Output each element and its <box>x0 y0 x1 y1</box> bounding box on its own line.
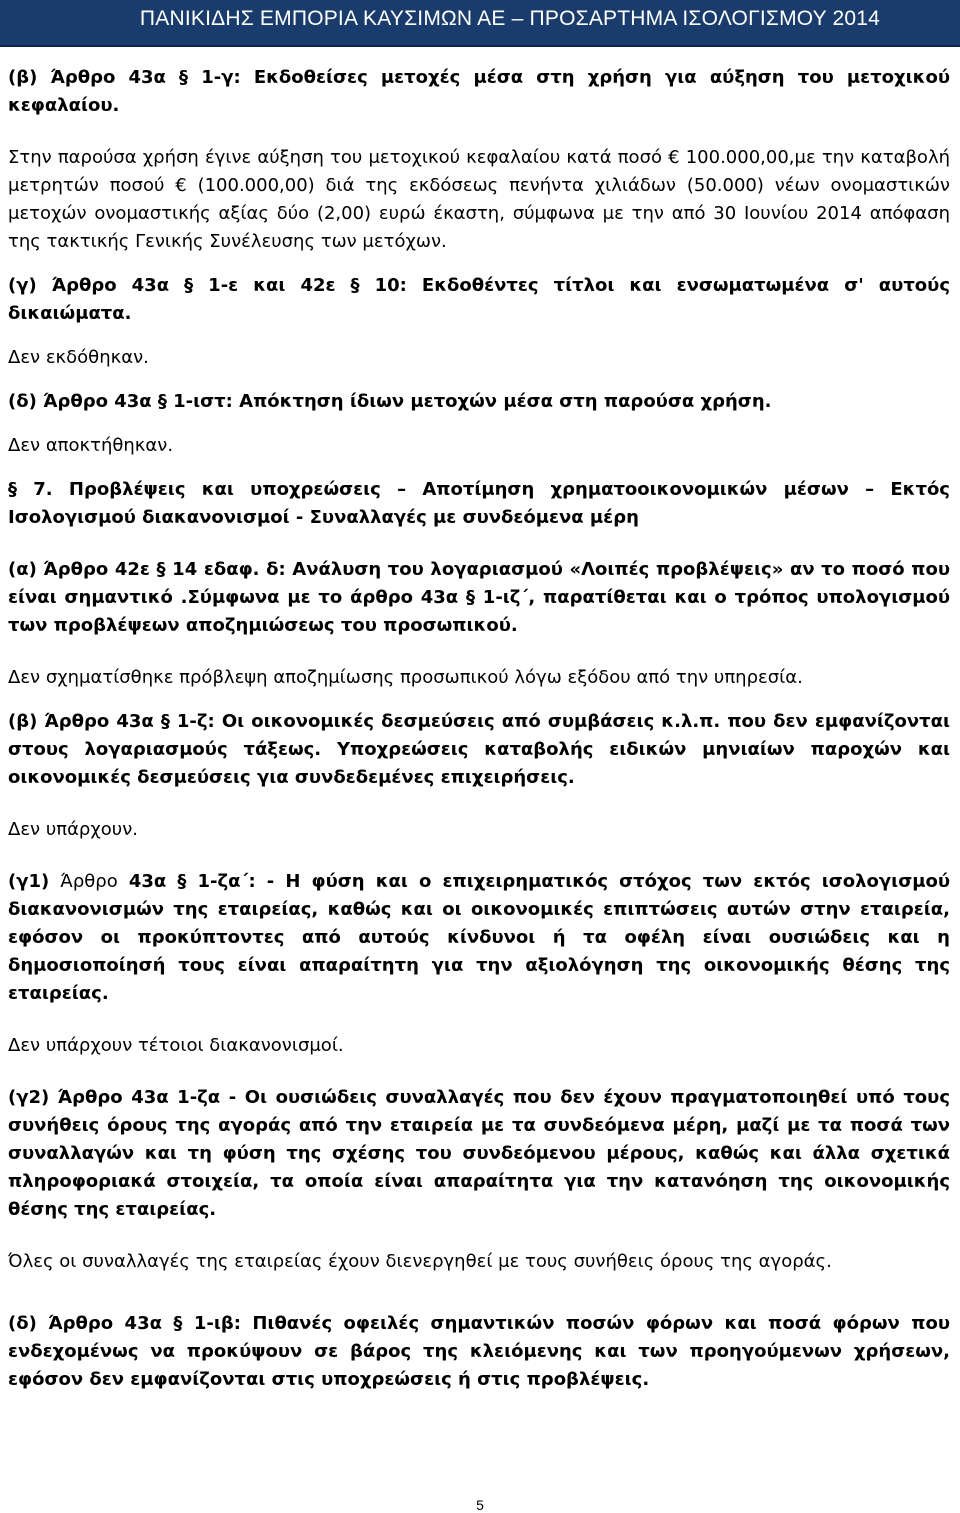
heading-tax-liabilities: (δ) Άρθρο 43α § 1-ιβ: Πιθανές οφειλές σημαντικών ποσών φόρων και ποσά φόρων που ενδεχομένως να προκύψουν σε βάρος της κλειόμενης και των προηγούμενων χρήσεων, εφόσον δεν εμφανίζονται στις υποχρεώσεις ή στις προβλέψεις. <box>8 1313 950 1390</box>
document-body <box>8 64 950 1394</box>
off-balance-title: 43α § 1-ζα΄: - Η φύση και ο επιχειρηματικός στόχος των εκτός ισολογισμού διακανονισμών της εταιρείας, καθώς και οι οικονομικές επιπτώσεις αυτών στην εταιρεία, εφόσον οι προκύπτοντες από αυτούς κίνδυνοι ή τα οφέλη είναι ουσιώδεις και η δημοσιοποίησή τους είναι απαραίτητη για την αξιολόγηση της οικονομικής θέσης της εταιρείας. <box>8 871 950 1004</box>
text-shares-issued: Στην παρούσα χρήση έγινε αύξηση του μετοχικού κεφαλαίου κατά ποσό € 100.000,00,με την καταβολή μετρητών ποσού € (100.000,00) διά της εκδόσεως πενήντα χιλιάδων (50.000) νέων ονομαστικών μετοχών ονομαστικής αξίας δύο (2,00) ευρώ έκαστη, σύμφωνα με την από 30 Ιουνίου 2014 απόφαση της τακτικής Γενικής Συνέλευσης των μετόχων. <box>8 147 950 252</box>
section-7-number: § 7. <box>8 479 53 500</box>
section-7-title: Προβλέψεις και υποχρεώσεις – Αποτίμηση χρηματοοικονομικών μέσων – Εκτός Ισολογισμού διακανονισμοί - Συναλλαγές με συνδεόμενα μέρη <box>8 479 950 528</box>
text-off-balance: Δεν υπάρχουν τέτοιοι διακανονισμοί. <box>8 1035 344 1056</box>
off-balance-label: (γ1) <box>8 871 50 892</box>
off-balance-article: Άρθρο <box>60 871 118 892</box>
heading-off-balance <box>8 868 950 1008</box>
text-related-transactions: Όλες οι συναλλαγές της εταιρείας έχουν διενεργηθεί με τους συνήθεις όρους της αγοράς. <box>8 1251 832 1272</box>
heading-issued-titles: (γ) Άρθρο 43α § 1-ε και 42ε § 10: Εκδοθέντες τίτλοι και ενσωματωμένα σ' αυτούς δικαιώματα. <box>8 275 950 324</box>
section-7-heading <box>8 476 950 532</box>
text-commitments: Δεν υπάρχουν. <box>8 819 138 840</box>
page-header <box>0 0 960 47</box>
page-number: 5 <box>476 1497 484 1513</box>
text-issued-titles: Δεν εκδόθηκαν. <box>8 347 149 368</box>
text-own-shares: Δεν αποκτήθηκαν. <box>8 435 174 456</box>
heading-commitments: (β) Άρθρο 43α § 1-ζ: Οι οικονομικές δεσμεύσεις από συμβάσεις κ.λ.π. που δεν εμφανίζονται στους λογαριασμούς τάξεως. Υποχρεώσεις καταβολής ειδικών μηνιαίων παροχών και οικονομικές δεσμεύσεις για συνδεδεμένες επιχειρήσεις. <box>8 711 950 788</box>
text-other-provisions: Δεν σχηματίσθηκε πρόβλεψη αποζημίωσης προσωπικού λόγω εξόδου από την υπηρεσία. <box>8 667 803 688</box>
heading-other-provisions: (α) Άρθρο 42ε § 14 εδαφ. δ: Ανάλυση του λογαριασμού «Λοιπές προβλέψεις» αν το ποσό που είναι σημαντικό .Σύμφωνα με το άρθρο 43α § 1-ιζ΄, παρατίθεται και ο τρόπος υπολογισμού των προβλέψεων αποζημιώσεως του προσωπικού. <box>8 559 950 636</box>
header-title: ΠΑΝΙΚΙΔΗΣ ΕΜΠΟΡΙΑ ΚΑΥΣΙΜΩΝ ΑΕ – ΠΡΟΣΑΡΤΗΜΑ ΙΣΟΛΟΓΙΣΜΟΥ 2014 <box>139 7 880 30</box>
heading-own-shares: (δ) Άρθρο 43α § 1-ιστ: Απόκτηση ίδιων μετοχών μέσα στη παρούσα χρήση. <box>8 391 772 412</box>
heading-related-transactions: (γ2) Άρθρο 43α 1-ζα - Οι ουσιώδεις συναλλαγές που δεν έχουν πραγματοποιηθεί υπό τους συνήθεις όρους της αγοράς από την εταιρεία με τα συνδεόμενα μέρη, μαζί με τα ποσά των συναλλαγών και τη φύση της σχέσης του συνδεόμενου μέρους, καθώς και άλλα σχετικά πληροφοριακά στοιχεία, τα οποία είναι απαραίτητα για την κατανόηση της οικονομικής θέσης της εταιρείας. <box>8 1087 950 1220</box>
heading-shares-issued: (β) Άρθρο 43α § 1-γ: Εκδοθείσες μετοχές μέσα στη χρήση για αύξηση του μετοχικού κεφαλαίου. <box>8 67 950 116</box>
